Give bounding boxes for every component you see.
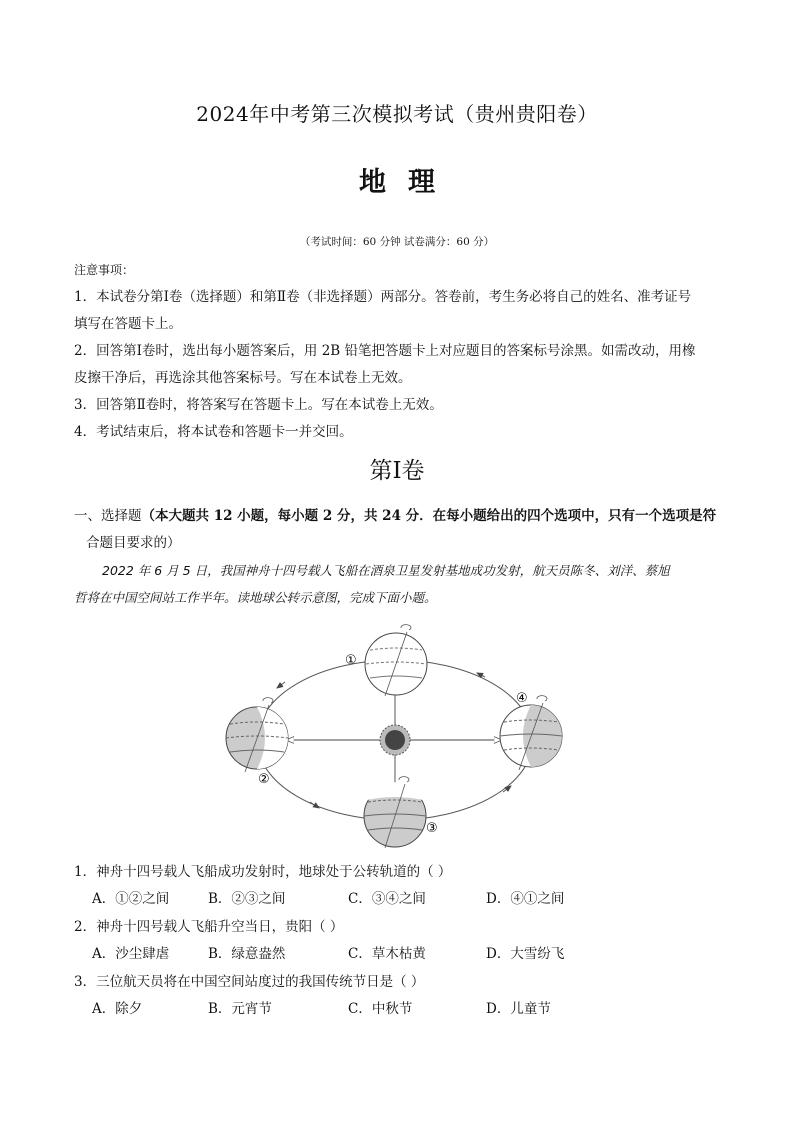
question-2-option-d: D．大雪纷飞 [486,946,565,962]
question-3-option-d: D．儿童节 [486,1001,551,1017]
earth-position-3 [364,777,426,848]
passage-line-1: 2022 年 6 月 5 日，我国神舟十四号载人飞船在酒泉卫星发射基地成功发射，航天员陈冬、刘洋、蔡旭 [102,563,670,578]
notice-item-2 [74,338,724,392]
question-3-stem: 3．三位航天员将在中国空间站度过的我国传统节日是（ ） [74,974,425,990]
earth-position-4 [500,696,562,770]
section-title: 第Ⅰ卷 [369,458,425,484]
question-2-option-b: B．绿意盎然 [208,946,286,962]
notice-item-2-line2: 皮擦干净后，再选涂其他答案标号。写在本试卷上无效。 [74,370,412,386]
notice-item-1-line1: 1．本试卷分第Ⅰ卷（选择题）和第Ⅱ卷（非选择题）两部分。答卷前，考生务必将自己的姓名、准考证号 [74,289,692,305]
orbit-arrow-1 [277,682,285,688]
earth-revolution-diagram [215,622,575,852]
earth-position-1 [365,625,427,696]
question-1-option-b: B．②③之间 [208,891,286,907]
notice-item-4 [74,419,724,446]
question-3-option-a: A．除夕 [92,1001,143,1017]
notice-item-4-line1: 4．考试结束后，将本试卷和答题卡一并交回。 [74,424,353,440]
label-position-4: ④ [516,691,528,706]
notice-item-1 [74,284,724,338]
exam-info: （考试时间：60 分钟 试卷满分：60 分） [299,236,495,248]
subject-title: 地理 [359,167,457,198]
question-3-option-c: C．中秋节 [348,1001,413,1017]
question-1-stem: 1．神舟十四号载人飞船成功发射时，地球处于公转轨道的（ ） [74,864,452,880]
question-2-option-a: A．沙尘肆虐 [92,946,170,962]
notice-title: 注意事项： [74,263,135,277]
part1-prefix: 一、选择题 [74,508,142,524]
part1-rule: （本大题共 12 小题，每小题 2 分，共 24 分．在每小题给出的四个选项中，只有一个选项是符 [141,508,717,524]
orbit-arrow-2 [310,802,319,808]
notice-item-3-line1: 3．回答第Ⅱ卷时，将答案写在答题卡上。写在本试卷上无效。 [74,397,443,413]
question-3-option-b: B．元宵节 [208,1001,272,1017]
exam-title: 2024年中考第三次模拟考试（贵州贵阳卷） [196,102,598,126]
sun-icon [380,725,410,755]
notice-item-2-line1: 2．回答第Ⅰ卷时，选出每小题答案后，用 2B 铅笔把答题卡上对应题目的答案标号涂黑。如需改动，用橡 [74,343,696,359]
part1-rule-cont: 合题目要求的） [86,535,181,551]
passage [74,557,724,611]
question-1-option-d: D．④①之间 [486,891,565,907]
passage-line-2: 哲将在中国空间站工作半年。读地球公转示意图，完成下面小题。 [74,590,437,605]
label-position-3: ③ [426,821,438,836]
question-1-option-a: A．①②之间 [92,891,170,907]
label-position-2: ② [258,772,270,787]
earth-position-2 [226,698,288,772]
part1-heading [74,503,734,557]
question-2-option-c: C．草木枯黄 [348,946,426,962]
notice-item-3 [74,392,724,419]
question-1-option-c: C．③④之间 [348,891,426,907]
question-2-stem: 2．神舟十四号载人飞船升空当日，贵阳（ ） [74,919,344,935]
label-position-1: ① [345,653,357,668]
notice-item-1-line2: 填写在答题卡上。 [74,316,182,332]
